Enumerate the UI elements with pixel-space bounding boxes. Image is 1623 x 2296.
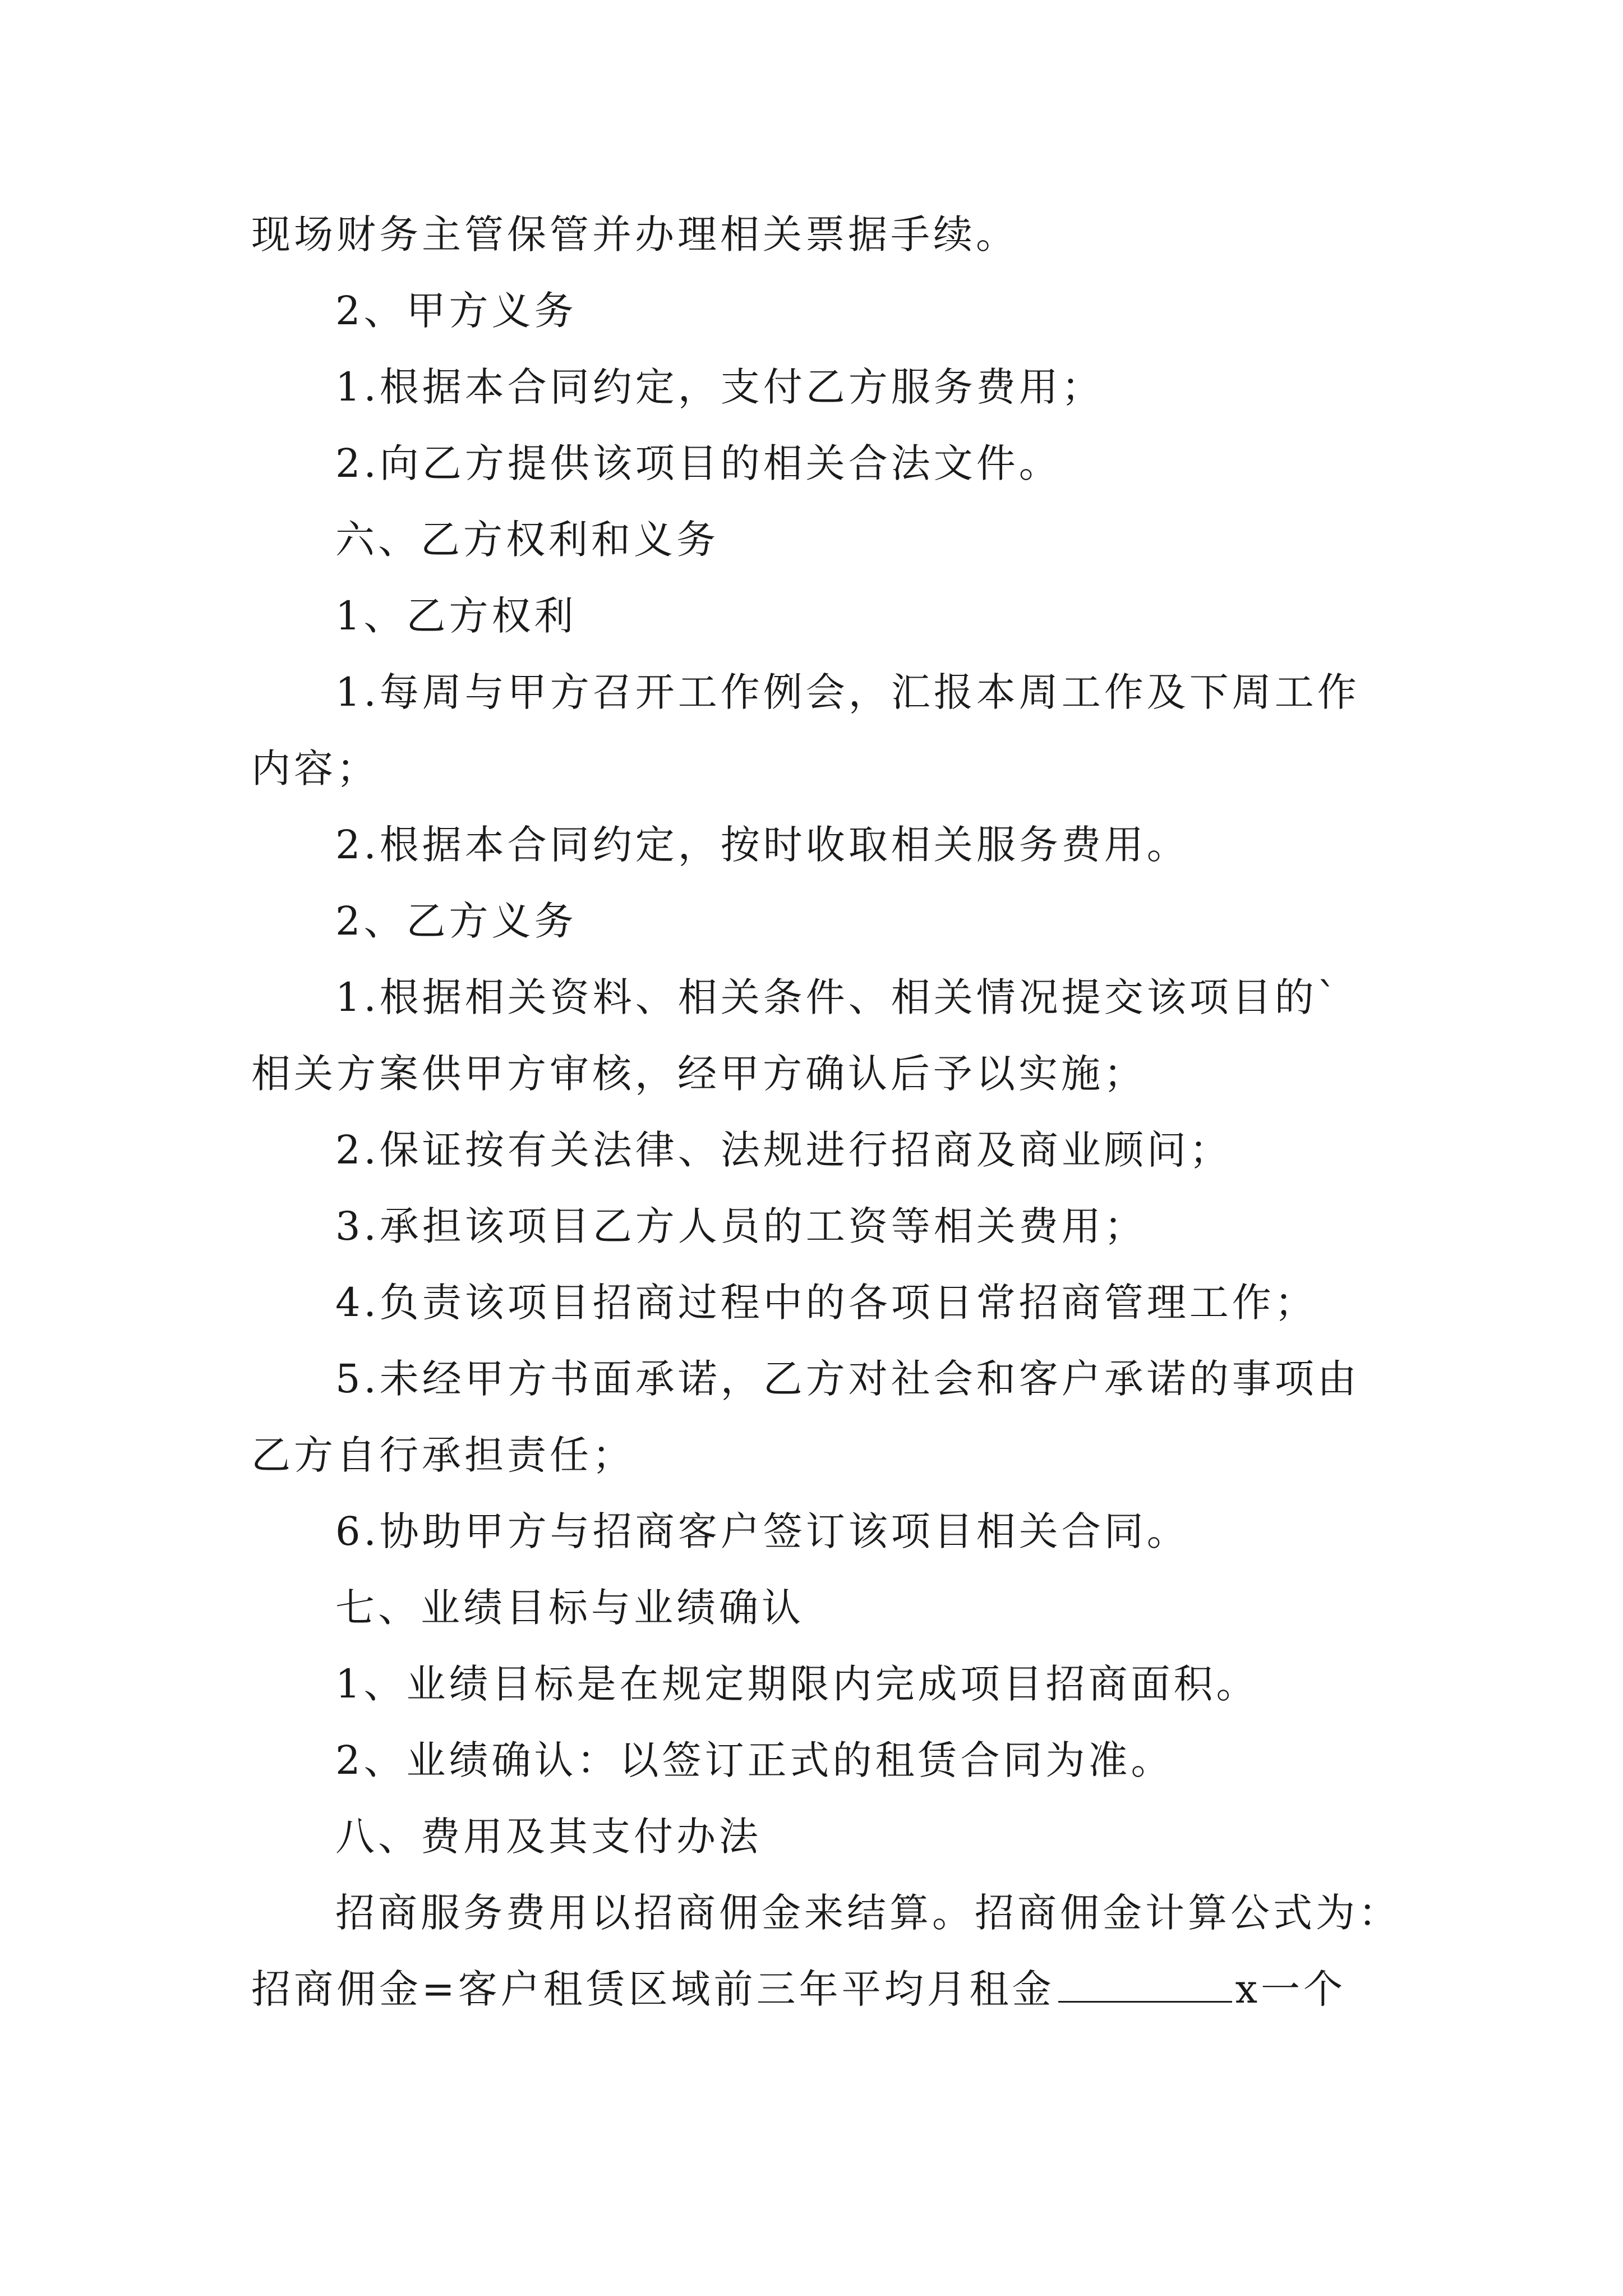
text-line: 2.根据本合同约定，按时收取相关服务费用。 <box>335 822 1189 868</box>
text-line: 6.协助甲方与招商客户签订该项目相关合同。 <box>335 1508 1189 1554</box>
document-body <box>251 196 1401 2027</box>
section-heading: 八、费用及其支付办法 <box>335 1814 762 1860</box>
text-line: 2、甲方义务 <box>335 288 577 334</box>
section-heading: 六、乙方权利和义务 <box>335 517 719 563</box>
formula-before: 招商佣金=客户租赁区域前三年平均月租金 <box>251 1966 1055 2012</box>
text-line: 2、乙方义务 <box>335 898 577 944</box>
text-line: 招商服务费用以招商佣金来结算。招商佣金计算公式为： <box>335 1890 1401 1936</box>
section-heading: 七、业绩目标与业绩确认 <box>335 1585 804 1631</box>
formula-line <box>251 1951 1390 2027</box>
text-line: 1.根据本合同约定，支付乙方服务费用； <box>335 364 1104 410</box>
fill-in-blank <box>1058 1962 1232 2003</box>
text-line: 1、业绩目标是在规定期限内完成项目招商面积。 <box>335 1661 1259 1707</box>
text-line: 乙方自行承担责任； <box>251 1432 635 1478</box>
text-line: 现场财务主管保管并办理相关票据手续。 <box>251 211 1018 257</box>
text-line: 1.根据相关资料、相关条件、相关情况提交该项目的` <box>335 974 1340 1020</box>
text-line: 2.向乙方提供该项目的相关合法文件。 <box>335 440 1062 486</box>
text-line: 1.每周与甲方召开工作例会，汇报本周工作及下周工作 <box>335 669 1360 715</box>
text-line: 1、乙方权利 <box>335 593 577 639</box>
text-line: 2.保证按有关法律、法规进行招商及商业顾问； <box>335 1127 1232 1173</box>
text-line: 相关方案供甲方审核，经甲方确认后予以实施； <box>251 1051 1146 1097</box>
formula-after: x一个 <box>1235 1966 1347 2012</box>
text-line: 内容； <box>251 746 379 792</box>
text-line: 3.承担该项目乙方人员的工资等相关费用； <box>335 1203 1147 1249</box>
text-line: 4.负责该项目招商过程中的各项日常招商管理工作； <box>335 1280 1317 1326</box>
text-line: 2、业绩确认：以签订正式的租赁合同为准。 <box>335 1737 1174 1783</box>
text-line: 5.未经甲方书面承诺，乙方对社会和客户承诺的事项由 <box>335 1356 1360 1402</box>
